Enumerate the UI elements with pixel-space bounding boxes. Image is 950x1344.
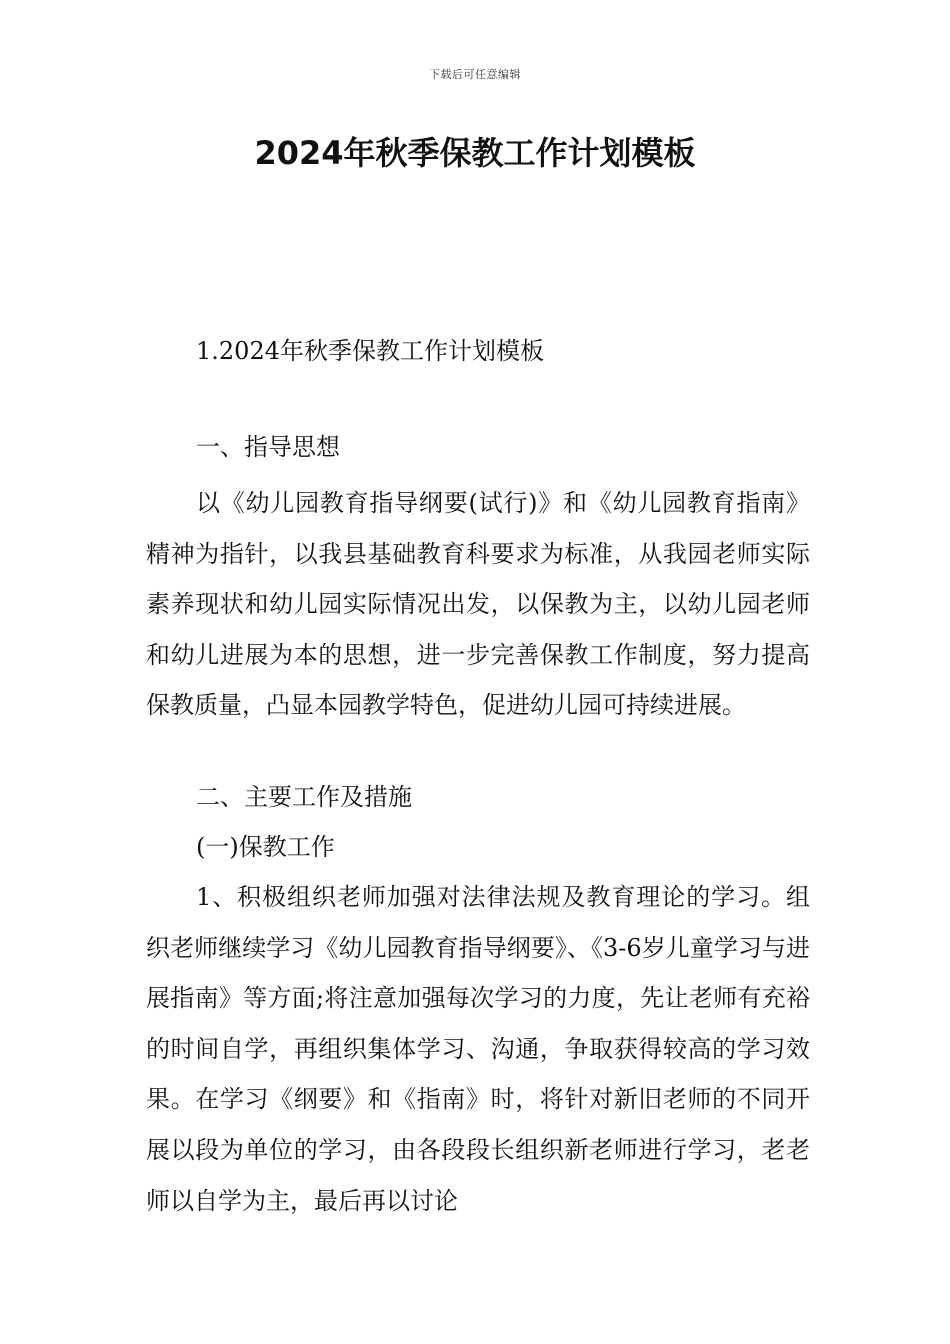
main-work-heading: 二、主要工作及措施 (196, 783, 412, 811)
care-work-heading: (一)保教工作 (196, 833, 335, 861)
header-note: 下载后可任意编辑 (429, 68, 521, 81)
section-title: 1.2024年秋季保教工作计划模板 (196, 337, 544, 365)
document-title: 2024年秋季保教工作计划模板 (254, 134, 696, 172)
item1-paragraph: 1、积极组织老师加强对法律法规及教育理论的学习。组织老师继续学习《幼儿园教育指导纲要》、《3-6岁儿童学习与进展指南》等方面;将注意加强每次学习的力度，先让老师有充裕的时间自学，再组织集体学习、沟通，争取获得较高的学习效果。在学习《纲要》和《指南》时，将针对新旧老师的不同开展以段为单位的学习，由各段段长组织新老师进行学习，老老师以自学为主，最后再以讨论 (146, 883, 810, 1215)
guideline-paragraph: 以《幼儿园教育指导纲要(试行)》和《幼儿园教育指南》精神为指针，以我县基础教育科要求为标准，从我园老师实际素养现状和幼儿园实际情况出发，以保教为主，以幼儿园老师和幼儿进展为本的思想，进一步完善保教工作制度，努力提高保教质量，凸显本园教学特色，促进幼儿园可持续进展。 (146, 489, 810, 720)
guideline-heading: 一、指导思想 (196, 433, 340, 461)
